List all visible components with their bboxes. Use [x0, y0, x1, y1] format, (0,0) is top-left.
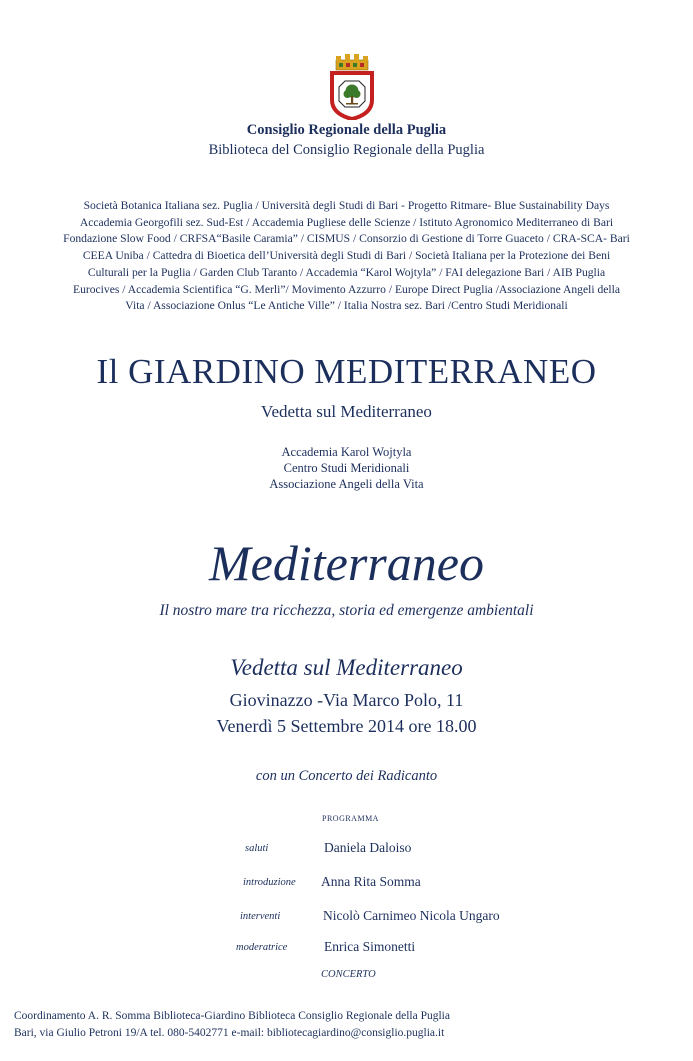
partners-line: Eurocives / Accademia Scientifica “G. Merli”/ Movimento Azzurro / Europe Direct Puglia /Associazione Angeli della — [73, 282, 620, 296]
event-tagline: Il nostro mare tra ricchezza, storia ed emergenze ambientali — [159, 602, 534, 619]
footer-coordination: Coordinamento A. R. Somma Biblioteca-Giardino Biblioteca Consiglio Regionale della Puglia — [14, 1010, 450, 1022]
programme-row-label: moderatrice — [236, 942, 288, 953]
partners-line: Società Botanica Italiana sez. Puglia / Università degli Studi di Bari - Progetto Ritmare- Blue Sustainability Days — [83, 199, 610, 212]
event-address: Giovinazzo -Via Marco Polo, 11 — [229, 690, 464, 710]
event-main-title: Mediterraneo — [209, 535, 484, 591]
partners-line: Vita / Associazione Onlus “Le Antiche Ville” / Italia Nostra sez. Bari /Centro Studi Meridionali — [125, 299, 568, 313]
programme-closing: CONCERTO — [321, 969, 376, 980]
library-name: Biblioteca del Consiglio Regionale della Puglia — [208, 142, 485, 158]
concert-line: con un Concerto dei Radicanto — [255, 768, 438, 784]
puglia-region-coat-of-arms-icon — [328, 54, 376, 120]
partners-line: Fondazione Slow Food / CRFSA“Basile Caramia” / CISMUS / Consorzio di Gestione di Torre Guaceto / CRA-SCA- Bari — [63, 232, 630, 246]
programme-row-names: Anna Rita Somma — [321, 874, 421, 889]
partners-line: Culturali per la Puglia / Garden Club Taranto / Accademia “Karol Wojtyla” / FAI delegazione Bari / AIB Puglia — [87, 265, 606, 279]
event-series-title: Il GIARDINO MEDITERRANEO — [96, 352, 597, 391]
event-venue: Vedetta sul Mediterraneo — [230, 655, 463, 680]
programme-row-names: Nicolò Carnimeo Nicola Ungaro — [323, 908, 500, 923]
host-item: Accademia Karol Wojtyla — [281, 445, 412, 459]
partners-line: CEEA Uniba / Cattedra di Bioetica dell’Università degli Studi di Bari / Società Italiana per la Protezione dei Beni — [82, 249, 611, 263]
programme-row-label: interventi — [240, 911, 281, 922]
hosts-list — [0, 444, 693, 492]
programme-row-names: Enrica Simonetti — [324, 939, 416, 954]
event-datetime: Venerdì 5 Settembre 2014 ore 18.00 — [216, 716, 477, 736]
programme-row-label: introduzione — [243, 877, 296, 888]
event-series-subtitle: Vedetta sul Mediterraneo — [261, 402, 432, 421]
host-item: Centro Studi Meridionali — [283, 461, 410, 475]
footer-contacts: Bari, via Giulio Petroni 19/A tel. 080-5402771 e-mail: bibliotecagiardino@consiglio.puglia.it — [14, 1027, 445, 1039]
programme-row-label: saluti — [245, 843, 269, 854]
partners-line: Accademia Georgofili sez. Sud-Est / Accademia Pugliese delle Scienze / Istituto Agronomico Mediterraneo di Bari — [79, 215, 614, 229]
partners-list — [8, 198, 685, 315]
programme-row-names: Daniela Daloiso — [324, 840, 412, 855]
organization-name: Consiglio Regionale della Puglia — [246, 122, 447, 138]
host-item: Associazione Angeli della Vita — [269, 477, 424, 491]
programme-heading: PROGRAMMA — [322, 814, 379, 823]
